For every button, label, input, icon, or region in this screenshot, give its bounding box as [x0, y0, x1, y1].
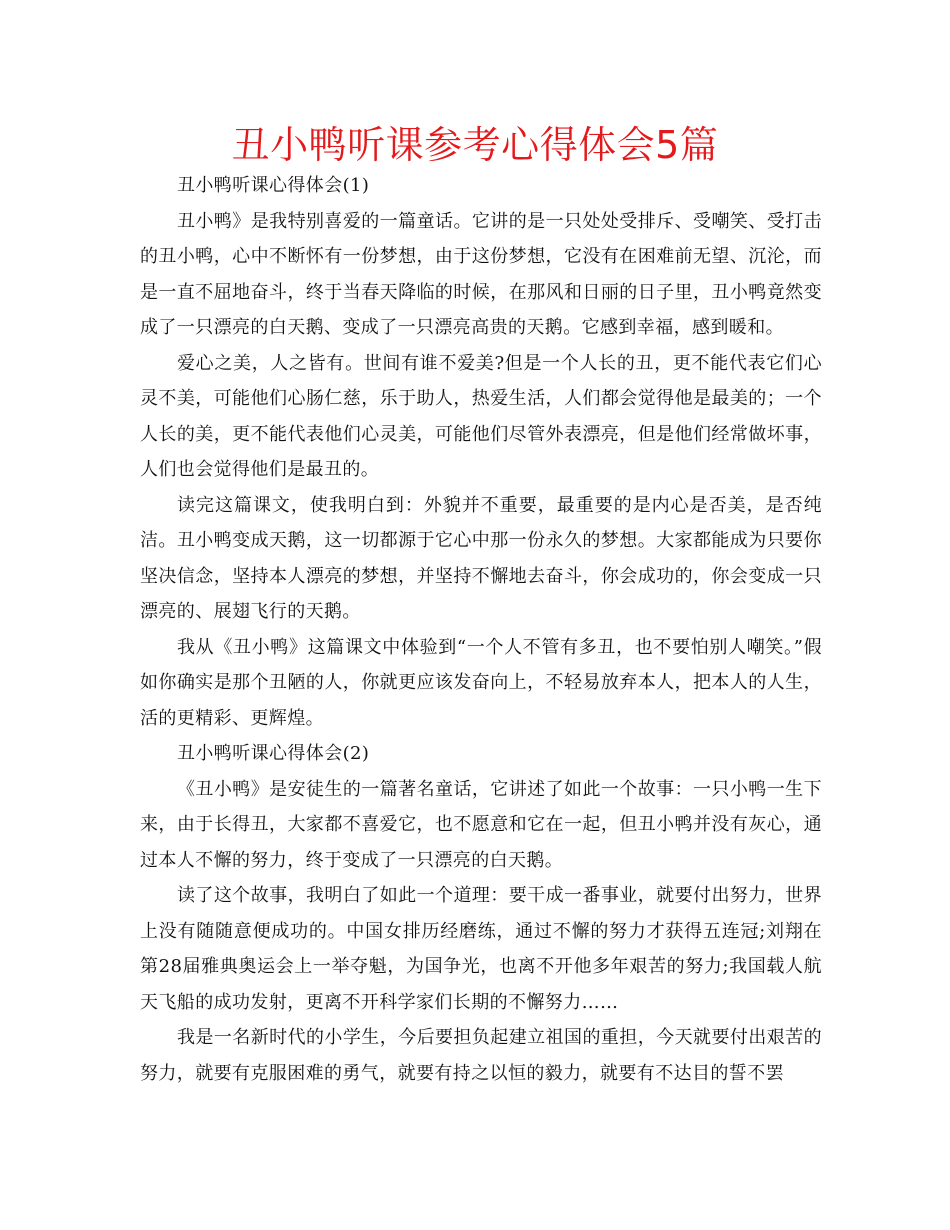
paragraph: 我是一名新时代的小学生，今后要担负起建立祖国的重担，今天就要付出艰苦的努力，就要有克服困难的勇气，就要有持之以恒的毅力，就要有不达目的誓不罢	[140, 1027, 822, 1084]
paragraph: 我从《丑小鸭》这篇课文中体验到“一个人不管有多丑，也不要怕别人嘲笑。”假如你确实是那个丑陋的人，你就更应该发奋向上，不轻易放弃本人，把本人的人生，活的更精彩、更辉煌。	[140, 636, 822, 729]
document-body	[140, 168, 822, 1091]
paragraph: 读完这篇课文，使我明白到：外貌并不重要，最重要的是内心是否美，是否纯洁。丑小鸭变成天鹅，这一切都源于它心中那一份永久的梦想。大家都能成为只要你坚决信念，坚持本人漂亮的梦想，并坚持不懈地去奋斗，你会成功的，你会变成一只漂亮的、展翅飞行的天鹅。	[140, 494, 822, 622]
section-heading-2: 丑小鸭听课心得体会(2)	[177, 743, 370, 764]
paragraph: 爱心之美，人之皆有。世间有谁不爱美?但是一个人长的丑，更不能代表它们心灵不美，可能他们心肠仁慈，乐于助人，热爱生活，人们都会觉得他是最美的；一个人长的美，更不能代表他们心灵美，可能他们尽管外表漂亮，但是他们经常做坏事，人们也会觉得他们是最丑的。	[140, 352, 822, 480]
section-heading-1: 丑小鸭听课心得体会(1)	[177, 175, 370, 196]
document-title: 丑小鸭听课参考心得体会5篇	[231, 123, 719, 167]
paragraph: 《丑小鸭》是安徒生的一篇著名童话，它讲述了如此一个故事：一只小鸭一生下来，由于长得丑，大家都不喜爱它，也不愿意和它在一起，但丑小鸭并没有灰心，通过本人不懈的努力，终于变成了一只漂亮的白天鹅。	[140, 778, 822, 871]
paragraph: 丑小鸭》是我特别喜爱的一篇童话。它讲的是一只处处受排斥、受嘲笑、受打击的丑小鸭，心中不断怀有一份梦想，由于这份梦想，它没有在困难前无望、沉沦，而是一直不屈地奋斗，终于当春天降临的时候，在那风和日丽的日子里，丑小鸭竟然变成了一只漂亮的白天鹅、变成了一只漂亮高贵的天鹅。它感到幸福，感到暖和。	[140, 210, 822, 338]
paragraph: 读了这个故事，我明白了如此一个道理：要干成一番事业，就要付出努力，世界上没有随随意便成功的。中国女排历经磨练，通过不懈的努力才获得五连冠;刘翔在第28届雅典奥运会上一举夺魁，为国争光，也离不开他多年艰苦的努力;我国载人航天飞船的成功发射，更离不开科学家们长期的不懈努力……	[140, 885, 822, 1013]
